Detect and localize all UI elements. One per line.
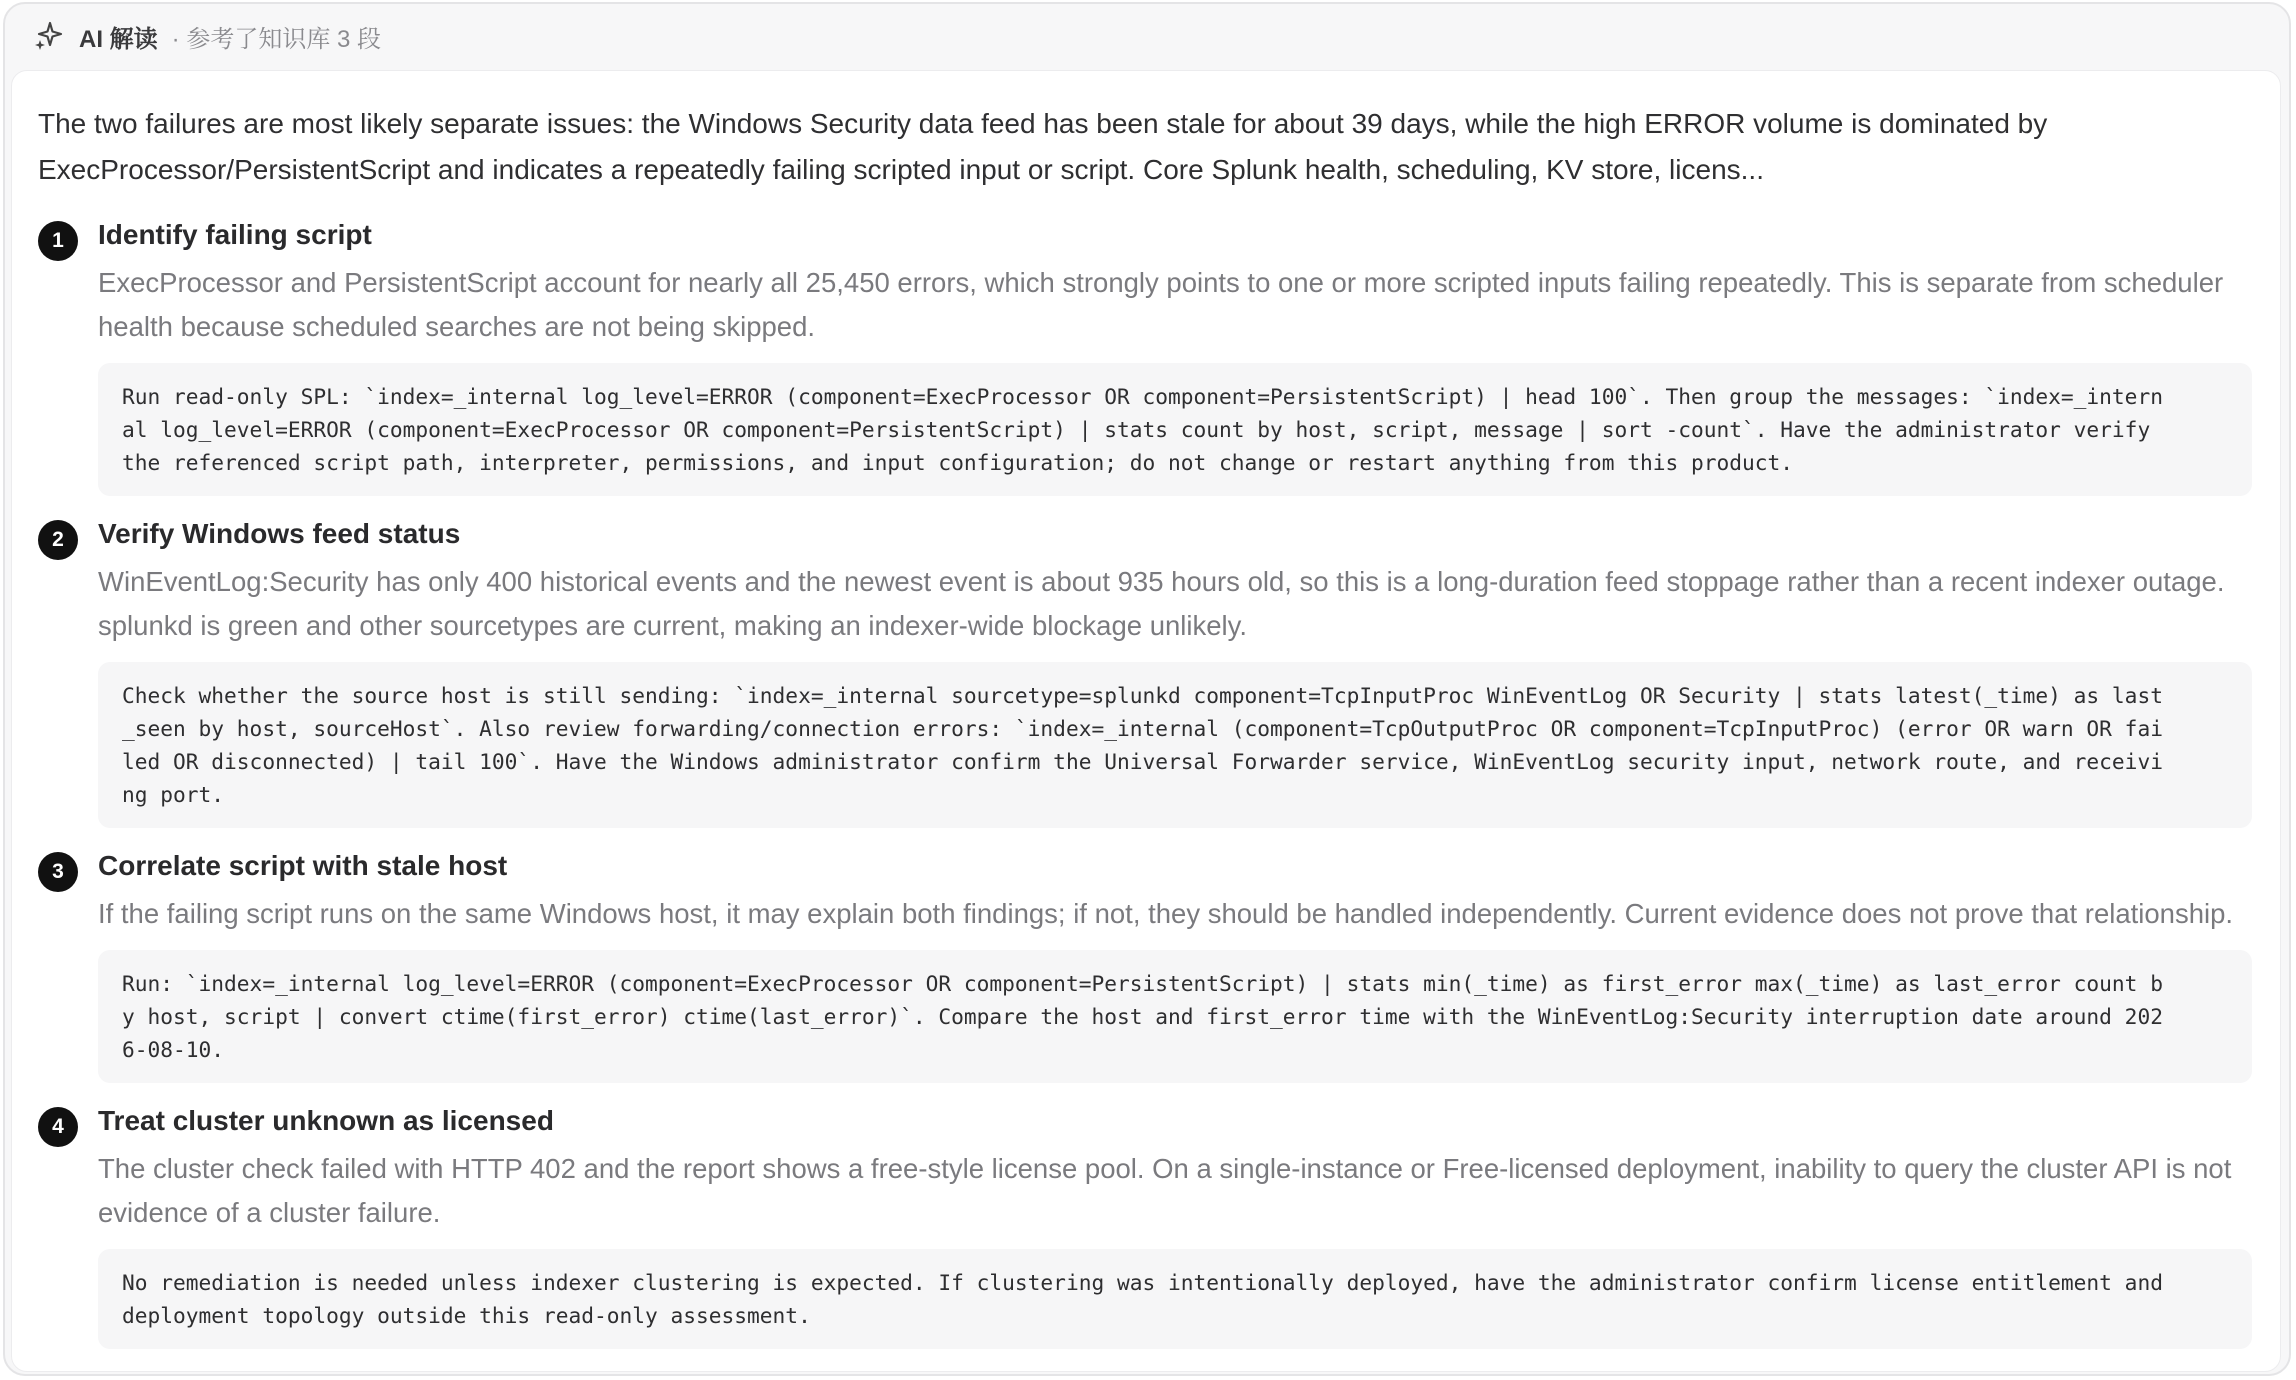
code-line: ng port. bbox=[122, 782, 225, 807]
step-title: Treat cluster unknown as licensed bbox=[98, 1105, 554, 1136]
code-block[interactable] bbox=[98, 1249, 2252, 1349]
code-line: Run: `index=_internal log_level=ERROR (component=ExecProcessor OR component=PersistentScript) | stats min(_time) as first_error max(_time) as last_error count b bbox=[122, 971, 2163, 996]
step-item bbox=[38, 514, 2252, 828]
description-line: If the failing script runs on the same Windows host, it may explain both findings; if not, they should be handled independently. Current evidence does not prove that relationship. bbox=[98, 898, 2234, 929]
panel-title: AI 解读 bbox=[79, 25, 158, 53]
summary-text bbox=[38, 101, 2252, 193]
step-number-badge: 2 bbox=[38, 520, 78, 560]
code-line: _seen by host, sourceHost`. Also review forwarding/connection errors: `index=_internal (component=TcpOutputProc OR component=TcpInputProc) (error OR warn OR fai bbox=[122, 716, 2163, 741]
description-line: health because scheduled searches are not being skipped. bbox=[98, 311, 816, 342]
code-line: Check whether the source host is still sending: `index=_internal sourcetype=splunkd component=TcpInputProc WinEventLog OR Security | stats latest(_time) as last bbox=[122, 683, 2163, 708]
step-title: Identify failing script bbox=[98, 219, 372, 250]
step-title: Verify Windows feed status bbox=[98, 518, 461, 549]
description-line: The cluster check failed with HTTP 402 and the report shows a free-style license pool. On a single-instance or Free-licensed deployment, inability to query the cluster API is not bbox=[98, 1153, 2232, 1184]
step-item bbox=[38, 1101, 2252, 1349]
description-line: ExecProcessor and PersistentScript account for nearly all 25,450 errors, which strongly points to one or more scripted inputs failing repeatedly. This is separate from scheduler bbox=[98, 267, 2224, 298]
ai-interpretation-panel bbox=[3, 2, 2291, 1376]
step-item bbox=[38, 215, 2252, 496]
code-line: Run read-only SPL: `index=_internal log_level=ERROR (component=ExecProcessor OR component=PersistentScript) | head 100`. Then group the messages: `index=_intern bbox=[122, 384, 2163, 409]
panel-header bbox=[5, 4, 2289, 68]
knowledge-base-reference: · 参考了知识库 3 段 bbox=[171, 25, 382, 53]
step-number-badge: 4 bbox=[38, 1107, 78, 1147]
sparkle-icon bbox=[33, 20, 65, 52]
code-line: y host, script | convert ctime(first_error) ctime(last_error)`. Compare the host and first_error time with the WinEventLog:Security interruption date around 202 bbox=[122, 1004, 2163, 1029]
code-line: the referenced script path, interpreter, permissions, and input configuration; do not change or restart anything from this product. bbox=[122, 450, 1794, 475]
summary-line: The two failures are most likely separate issues: the Windows Security data feed has been stale for about 39 days, while the high ERROR volume is dominated by bbox=[38, 108, 2048, 139]
description-line: WinEventLog:Security has only 400 historical events and the newest event is about 935 hours old, so this is a long-duration feed stoppage rather than a recent indexer outage. bbox=[98, 566, 2225, 597]
description-line: splunkd is green and other sourcetypes are current, making an indexer-wide blockage unlikely. bbox=[98, 610, 1248, 641]
code-line: 6-08-10. bbox=[122, 1037, 225, 1062]
code-block[interactable] bbox=[98, 662, 2252, 828]
step-description bbox=[98, 261, 2252, 349]
step-description bbox=[98, 1147, 2252, 1235]
code-line: al log_level=ERROR (component=ExecProcessor OR component=PersistentScript) | stats count by host, script, message | sort -count`. Have the administrator verify bbox=[122, 417, 2151, 442]
step-number-badge: 3 bbox=[38, 852, 78, 892]
code-line: deployment topology outside this read-only assessment. bbox=[122, 1303, 811, 1328]
code-line: No remediation is needed unless indexer clustering is expected. If clustering was intentionally deployed, have the administrator confirm license entitlement and bbox=[122, 1270, 2163, 1295]
interpretation-body bbox=[11, 70, 2281, 1372]
step-description bbox=[98, 560, 2252, 648]
step-item bbox=[38, 846, 2252, 1083]
code-block[interactable] bbox=[98, 363, 2252, 496]
summary-line: ExecProcessor/PersistentScript and indicates a repeatedly failing scripted input or script. Core Splunk health, scheduling, KV store, licens... bbox=[38, 154, 1764, 185]
description-line: evidence of a cluster failure. bbox=[98, 1197, 441, 1228]
code-line: led OR disconnected) | tail 100`. Have the Windows administrator confirm the Universal Forwarder service, WinEventLog security input, network route, and receivi bbox=[122, 749, 2163, 774]
step-description bbox=[98, 892, 2252, 936]
step-number-badge: 1 bbox=[38, 221, 78, 261]
step-title: Correlate script with stale host bbox=[98, 850, 508, 881]
code-block[interactable] bbox=[98, 950, 2252, 1083]
